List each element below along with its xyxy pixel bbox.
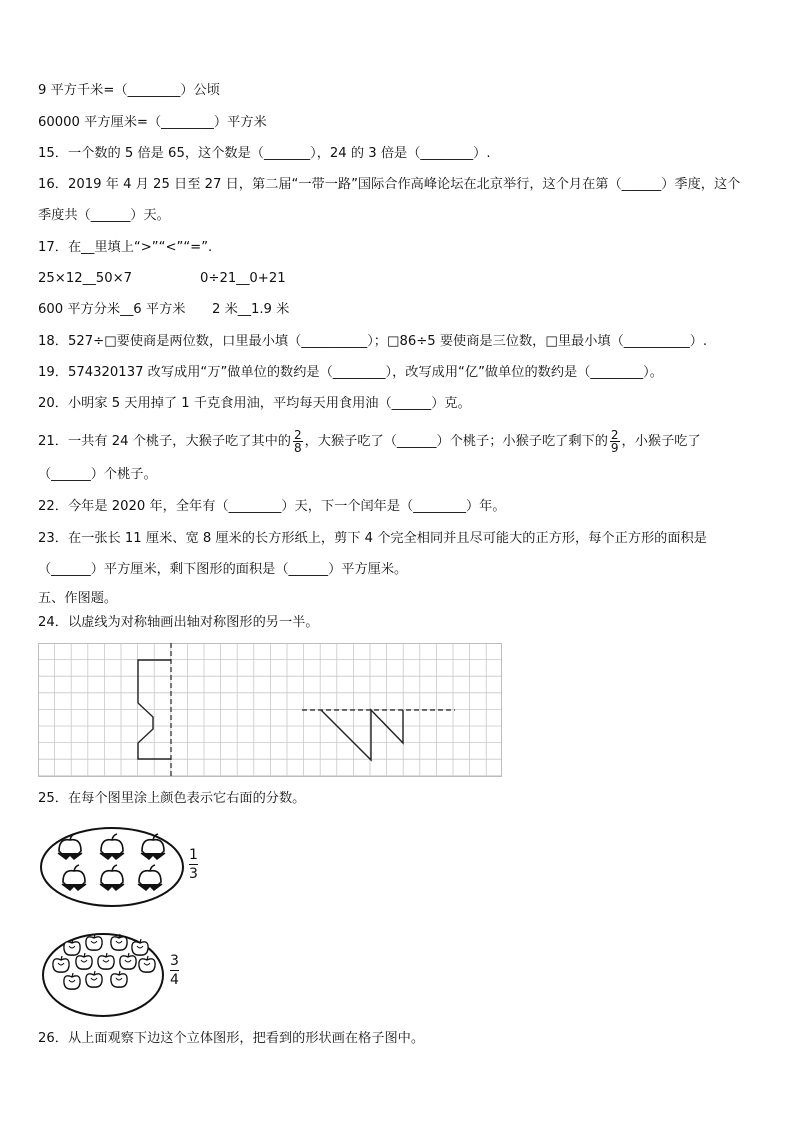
question-20: 20．小明家 5 天用掉了 1 千克食用油，平均每天用食用油（______）克。 bbox=[38, 396, 471, 411]
peach-icon bbox=[141, 834, 165, 859]
symmetry-grid-figure bbox=[38, 643, 502, 777]
apple-icon bbox=[86, 934, 102, 950]
oval-apples-figure bbox=[42, 932, 164, 1018]
peach-icon bbox=[100, 865, 124, 890]
section-5-heading: 五、作图题。 bbox=[38, 591, 118, 606]
question-15: 15．一个数的 5 倍是 65，这个数是（_______），24 的 3 倍是（________）. bbox=[38, 146, 491, 161]
question-21-line1 bbox=[38, 424, 701, 460]
question-17-item-b: 0÷21__0+21 bbox=[200, 271, 286, 286]
question-18: 18．527÷□要使商是两位数，口里最小填（__________）；□86÷5 要使商是三位数，□里最小填（__________）. bbox=[38, 334, 708, 349]
apple-icon bbox=[53, 956, 69, 972]
question-21-line2: （______）个桃子。 bbox=[38, 467, 157, 482]
question-17-item-a: 25×12__50×7 bbox=[38, 271, 133, 286]
question-17-item-c: 600 平方分米__6 平方米 bbox=[38, 302, 186, 317]
oval-peaches-figure bbox=[40, 826, 185, 908]
apple-icon bbox=[132, 939, 148, 955]
question-26: 26．从上面观察下边这个立体图形，把看到的形状画在格子图中。 bbox=[38, 1031, 425, 1046]
half-shape-right bbox=[321, 710, 403, 760]
question-24: 24．以虚线为对称轴画出轴对称图形的另一半。 bbox=[38, 615, 319, 630]
question-16-line1: 16．2019 年 4 月 25 日至 27 日，第二届“一带一路”国际合作高峰论坛在北京举行，这个月在第（______）季度，这个 bbox=[38, 177, 741, 192]
question-17: 17．在__里填上“>”“<”“=”. bbox=[38, 240, 213, 255]
peach-icon bbox=[100, 834, 124, 859]
line-area-conversion-1: 9 平方千米=（________）公顷 bbox=[38, 83, 220, 98]
fraction-two-ninths: $\frac{2}{9}$ bbox=[610, 427, 619, 455]
apple-icon bbox=[120, 953, 136, 969]
question-21-text-a: 21．一共有 24 个桃子，大猴子吃了其中的 bbox=[38, 434, 291, 449]
question-16-line2: 季度共（______）天。 bbox=[38, 208, 170, 223]
apple-icon bbox=[76, 953, 92, 969]
apple-icon bbox=[86, 971, 102, 987]
peach-icon bbox=[62, 865, 86, 890]
question-23-line1: 23．在一张长 11 厘米、宽 8 厘米的长方形纸上，剪下 4 个完全相同并且尽可能大的正方形，每个正方形的面积是 bbox=[38, 531, 707, 546]
fraction-three-quarters: $\frac{3}{4}$ bbox=[170, 953, 179, 988]
question-19: 19．574320137 改写成用“万”做单位的数约是（________），改写成用“亿”做单位的数约是（________）。 bbox=[38, 365, 663, 380]
peach-icon bbox=[58, 834, 82, 859]
peach-icon bbox=[138, 865, 162, 890]
apple-icon bbox=[64, 939, 80, 955]
question-25: 25．在每个图里涂上颜色表示它右面的分数。 bbox=[38, 791, 306, 806]
apple-icon bbox=[111, 971, 127, 987]
fraction-one-third: $\frac{1}{3}$ bbox=[189, 847, 198, 882]
question-21-text-b: ，大猴子吃了（______）个桃子；小猴子吃了剩下的 bbox=[304, 434, 608, 449]
question-23-line2: （______）平方厘米，剩下图形的面积是（______）平方厘米。 bbox=[38, 562, 408, 577]
apple-icon bbox=[64, 973, 80, 989]
question-17-item-d: 2 米__1.9 米 bbox=[212, 302, 290, 317]
fraction-two-eighths: $\frac{2}{8}$ bbox=[293, 427, 302, 455]
question-21-text-c: ，小猴子吃了 bbox=[621, 434, 701, 449]
question-22: 22．今年是 2020 年，全年有（________）天，下一个闰年是（________）年。 bbox=[38, 499, 506, 514]
apple-icon bbox=[98, 953, 114, 969]
apple-icon bbox=[111, 934, 127, 950]
line-area-conversion-2: 60000 平方厘米=（________）平方米 bbox=[38, 115, 267, 130]
apple-icon bbox=[139, 956, 155, 972]
